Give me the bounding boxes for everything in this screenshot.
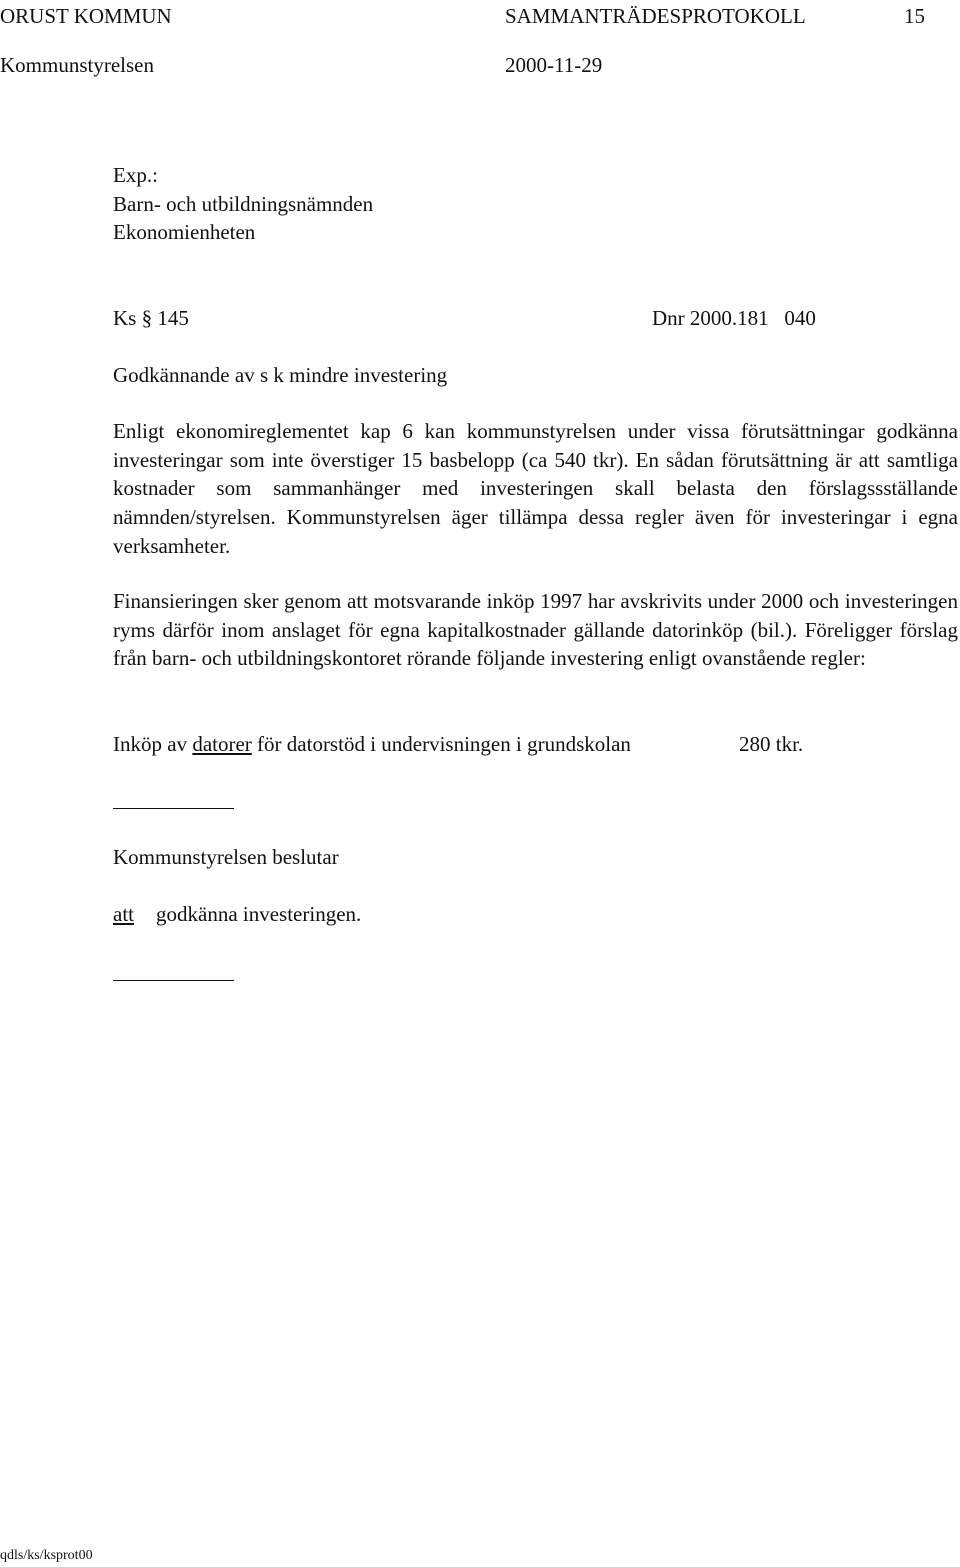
distribution-recipient: Ekonomienheten xyxy=(113,220,256,244)
separator-line xyxy=(113,808,234,809)
separator-line xyxy=(113,980,234,981)
document-type: SAMMANTRÄDESPROTOKOLL xyxy=(505,4,806,28)
purchase-item: datorer xyxy=(192,732,252,756)
decision-text: godkänna investeringen. xyxy=(156,902,362,926)
purchase-text: Inköp av xyxy=(113,732,193,756)
committee-name: Kommunstyrelsen xyxy=(0,53,154,77)
distribution-list xyxy=(113,161,373,247)
footer-path: qdls/ks/ksprot00 xyxy=(0,1548,93,1563)
diary-number: Dnr 2000.181 040 xyxy=(652,306,816,330)
decision-att xyxy=(113,900,134,928)
section-reference xyxy=(113,304,189,332)
decision-heading: Kommunstyrelsen beslutar xyxy=(113,845,339,869)
meeting-date: 2000-11-29 xyxy=(505,53,603,77)
section-number: 145 xyxy=(157,306,189,330)
purchase-amount: 280 tkr. xyxy=(739,732,804,756)
purchase-description xyxy=(113,730,631,758)
att-keyword: att xyxy=(113,902,134,926)
paragraph: Enligt ekonomireglementet kap 6 kan kommunstyrelsen under vissa förutsättningar godkänna investeringar som inte överstiger 15 basbelopp (ca 540 tkr). En sådan förutsättning är att samtliga kostnader som sammanhänger med investeringen skall belasta den förslagssställande nämnden/styrelsen. Kommunstyrelsen äger tillämpa dessa regler även för investeringar i egna verksamheter. xyxy=(113,419,958,558)
distribution-recipient: Barn- och utbildningsnämnden xyxy=(113,191,374,216)
distribution-label: Exp.: xyxy=(113,163,158,187)
paragraph: Finansieringen sker genom att motsvarande inköp 1997 har avskrivits under 2000 och investeringen ryms därför inom anslaget för egna kapitalkostnader gällande datorinköp (bil.). Föreligger förslag från barn- och utbildningskontoret rörande följande investering enligt ovanstående regler: xyxy=(113,589,958,671)
section-symbol: § xyxy=(141,306,153,330)
org-name: ORUST KOMMUN xyxy=(0,4,172,28)
page-number: 15 xyxy=(904,4,925,28)
purchase-text: för datorstöd i undervisningen i grundskolan xyxy=(251,732,631,756)
item-title: Godkännande av s k mindre investering xyxy=(113,363,448,387)
section-prefix: Ks xyxy=(113,306,137,330)
